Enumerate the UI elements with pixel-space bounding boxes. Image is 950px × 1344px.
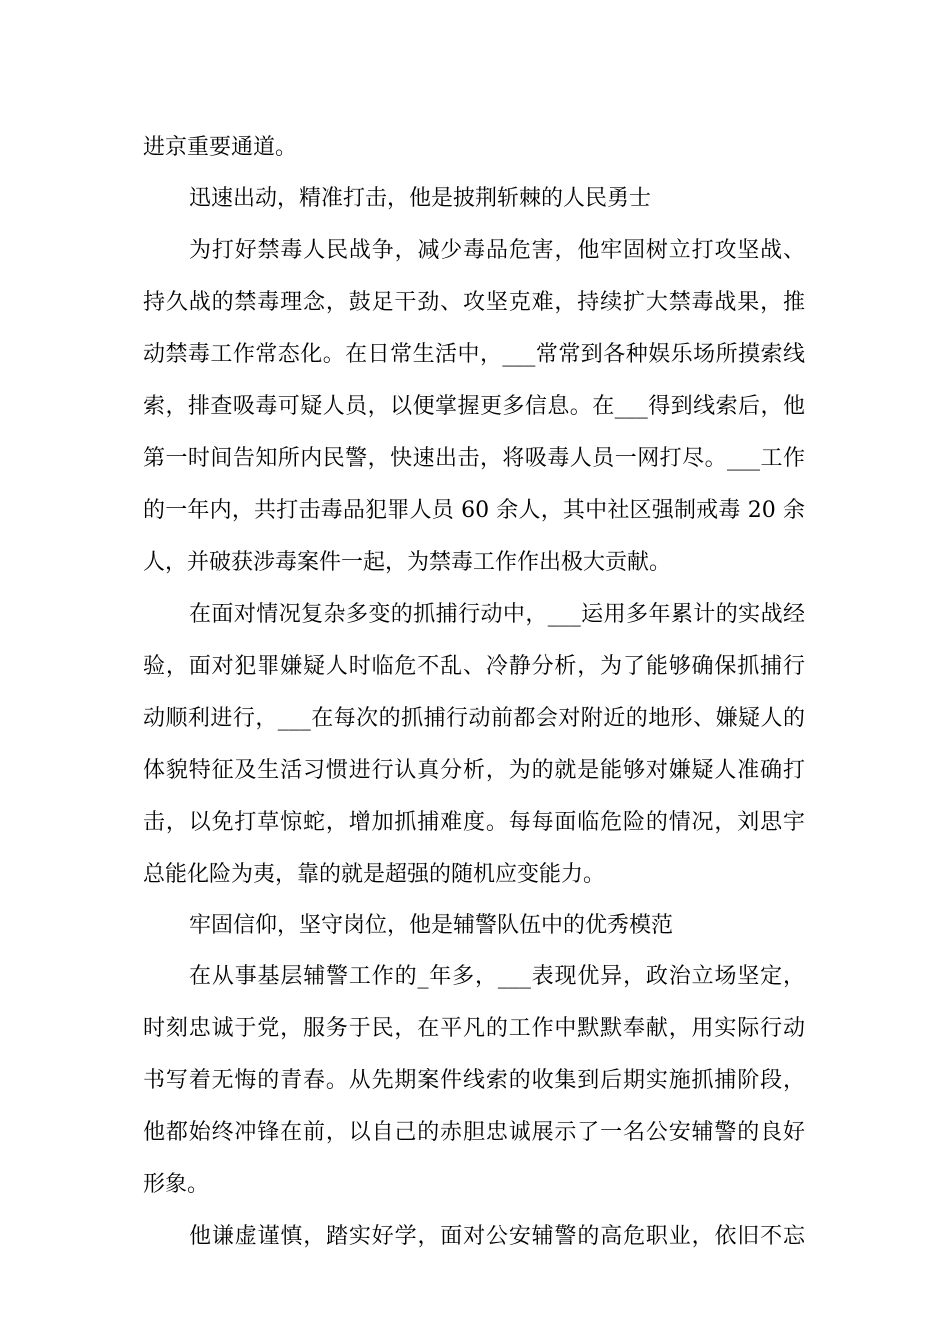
text-line: 形象。 bbox=[143, 1172, 210, 1197]
text-line: 的一年内，共打击毒品犯罪人员 60 余人，其中社区强制戒毒 20 余 bbox=[143, 498, 805, 523]
text-line: 时刻忠诚于党，服务于民，在平凡的工作中默默奉献，用实际行动 bbox=[143, 1016, 805, 1041]
text-line: 动禁毒工作常态化。在日常生活中，___常常到各种娱乐场所摸索线 bbox=[143, 342, 805, 367]
text-line: 索，排查吸毒可疑人员，以便掌握更多信息。在___得到线索后，他 bbox=[143, 394, 805, 419]
text-line: 总能化险为夷，靠的就是超强的随机应变能力。 bbox=[143, 862, 606, 887]
paragraph-first-line: 他谦虚谨慎，踏实好学，面对公安辅警的高危职业，依旧不忘 bbox=[189, 1224, 805, 1249]
paragraph-first-line: 为打好禁毒人民战争，减少毒品危害，他牢固树立打攻坚战、 bbox=[189, 238, 805, 263]
text-line: 击，以免打草惊蛇，增加抓捕难度。每每面临危险的情况，刘思宇 bbox=[143, 810, 805, 835]
text-line: 书写着无悔的青春。从先期案件线索的收集到后期实施抓捕阶段， bbox=[143, 1068, 805, 1093]
text-line: 他都始终冲锋在前，以自己的赤胆忠诚展示了一名公安辅警的良好 bbox=[143, 1120, 805, 1145]
section-heading: 牢固信仰，坚守岗位，他是辅警队伍中的优秀模范 bbox=[189, 913, 674, 938]
text-line: 验，面对犯罪嫌疑人时临危不乱、冷静分析，为了能够确保抓捕行 bbox=[143, 654, 805, 679]
paragraph-first-line: 在从事基层辅警工作的_年多，___表现优异，政治立场坚定， bbox=[189, 964, 805, 989]
text-line: 第一时间告知所内民警，快速出击，将吸毒人员一网打尽。___工作 bbox=[143, 446, 805, 471]
text-line: 持久战的禁毒理念，鼓足干劲、攻坚克难，持续扩大禁毒战果，推 bbox=[143, 290, 805, 315]
text-line: 体貌特征及生活习惯进行认真分析，为的就是能够对嫌疑人准确打 bbox=[143, 758, 805, 783]
text-line: 人，并破获涉毒案件一起，为禁毒工作作出极大贡献。 bbox=[143, 550, 672, 575]
paragraph-first-line: 在面对情况复杂多变的抓捕行动中，___运用多年累计的实战经 bbox=[189, 602, 805, 627]
section-heading: 迅速出动，精准打击，他是披荆斩棘的人民勇士 bbox=[189, 186, 652, 211]
text-line: 进京重要通道。 bbox=[143, 135, 298, 160]
text-line: 动顺利进行，___在每次的抓捕行动前都会对附近的地形、嫌疑人的 bbox=[143, 706, 805, 731]
